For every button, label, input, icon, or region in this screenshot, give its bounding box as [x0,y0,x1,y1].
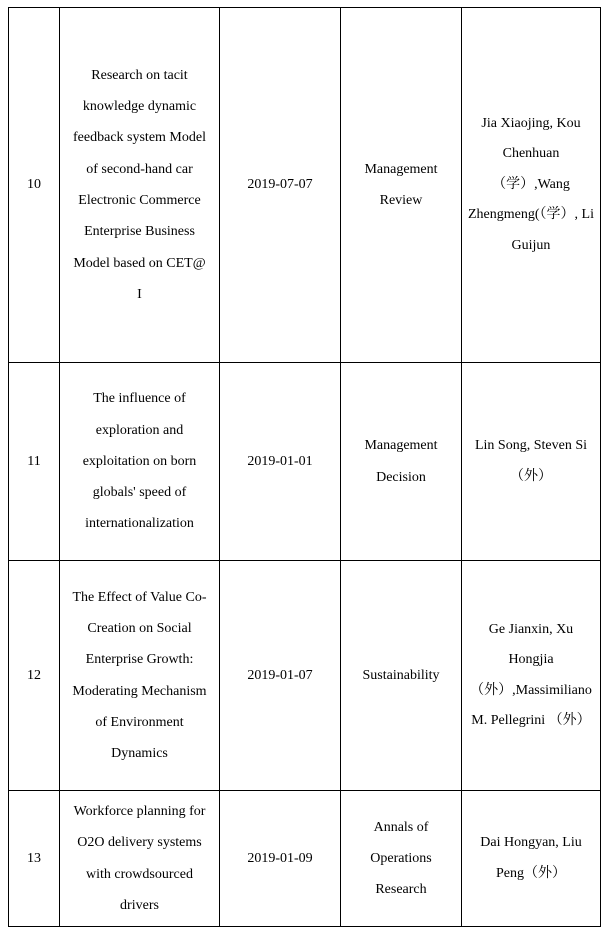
publication-date: 2019-01-07 [220,561,341,791]
publications-table [8,7,601,927]
table-row [9,8,601,363]
journal-name: Management Decision [341,363,462,561]
publication-date: 2019-01-09 [220,791,341,927]
publication-date: 2019-07-07 [220,8,341,363]
row-number: 12 [9,561,60,791]
publication-date: 2019-01-01 [220,363,341,561]
author-list: Jia Xiaojing, Kou Chenhuan （学）,Wang Zhengmeng(（学）, Li Guijun [462,8,601,363]
paper-title: Workforce planning for O2O delivery systems with crowdsourced drivers [60,791,220,927]
row-number: 10 [9,8,60,363]
author-list: Ge Jianxin, Xu Hongjia （外）,Massimiliano M. Pellegrini （外） [462,561,601,791]
paper-title: The Effect of Value Co-Creation on Social Enterprise Growth: Moderating Mechanism of Environment Dynamics [60,561,220,791]
row-number: 11 [9,363,60,561]
paper-title: The influence of exploration and exploitation on born globals' speed of internationalization [60,363,220,561]
table-row [9,363,601,561]
author-list: Dai Hongyan, Liu Peng（外） [462,791,601,927]
row-number: 13 [9,791,60,927]
table-row [9,561,601,791]
journal-name: Sustainability [341,561,462,791]
journal-name: Management Review [341,8,462,363]
paper-title: Research on tacit knowledge dynamic feedback system Model of second-hand car Electronic Commerce Enterprise Business Model based on CET@ I [60,8,220,363]
author-list: Lin Song, Steven Si（外） [462,363,601,561]
journal-name: Annals of Operations Research [341,791,462,927]
table-row [9,791,601,927]
